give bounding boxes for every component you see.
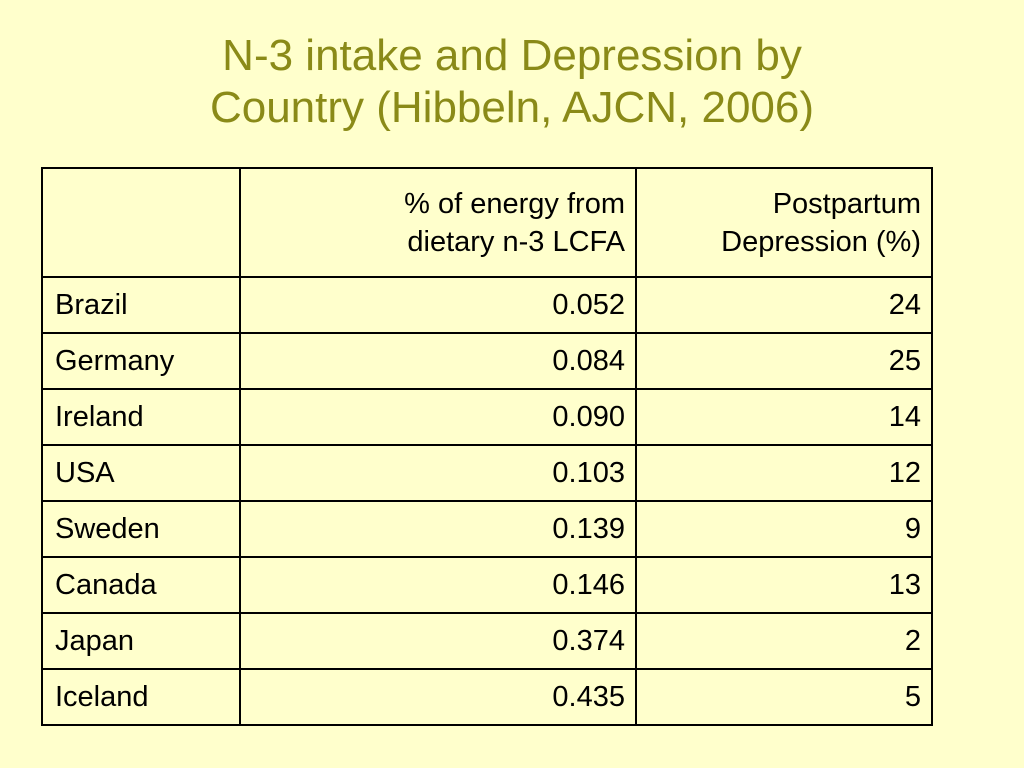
table-row — [42, 445, 932, 501]
country-cell: Iceland — [42, 669, 240, 725]
country-cell: Canada — [42, 557, 240, 613]
country-cell: Japan — [42, 613, 240, 669]
table-row — [42, 669, 932, 725]
header-depression-line-1: Postpartum — [772, 187, 921, 220]
depression-cell: 9 — [636, 501, 932, 557]
header-depression-line-2: Depression (%) — [721, 225, 921, 258]
header-energy-line-2: dietary n-3 LCFA — [407, 225, 625, 258]
slide-title — [0, 30, 1024, 134]
energy-cell: 0.052 — [240, 277, 636, 333]
energy-cell: 0.084 — [240, 333, 636, 389]
depression-cell: 24 — [636, 277, 932, 333]
energy-cell: 0.103 — [240, 445, 636, 501]
table-row — [42, 389, 932, 445]
country-cell: Germany — [42, 333, 240, 389]
data-table — [41, 167, 933, 726]
depression-cell: 5 — [636, 669, 932, 725]
header-depression — [636, 168, 932, 277]
header-country — [42, 168, 240, 277]
depression-cell: 25 — [636, 333, 932, 389]
table-row — [42, 557, 932, 613]
table-row — [42, 613, 932, 669]
country-cell: USA — [42, 445, 240, 501]
slide-title-line-2: Country (Hibbeln, AJCN, 2006) — [209, 83, 815, 132]
energy-cell: 0.435 — [240, 669, 636, 725]
table-row — [42, 501, 932, 557]
header-row — [42, 168, 932, 277]
header-energy-line-1: % of energy from — [404, 187, 625, 220]
energy-cell: 0.374 — [240, 613, 636, 669]
table-header — [42, 168, 932, 277]
depression-cell: 13 — [636, 557, 932, 613]
energy-cell: 0.146 — [240, 557, 636, 613]
depression-cell: 2 — [636, 613, 932, 669]
depression-cell: 14 — [636, 389, 932, 445]
table-row — [42, 277, 932, 333]
country-cell: Ireland — [42, 389, 240, 445]
country-cell: Brazil — [42, 277, 240, 333]
header-energy — [240, 168, 636, 277]
country-cell: Sweden — [42, 501, 240, 557]
table-body — [42, 277, 932, 725]
energy-cell: 0.139 — [240, 501, 636, 557]
depression-cell: 12 — [636, 445, 932, 501]
slide-title-line-1: N-3 intake and Depression by — [222, 31, 802, 80]
energy-cell: 0.090 — [240, 389, 636, 445]
table-row — [42, 333, 932, 389]
